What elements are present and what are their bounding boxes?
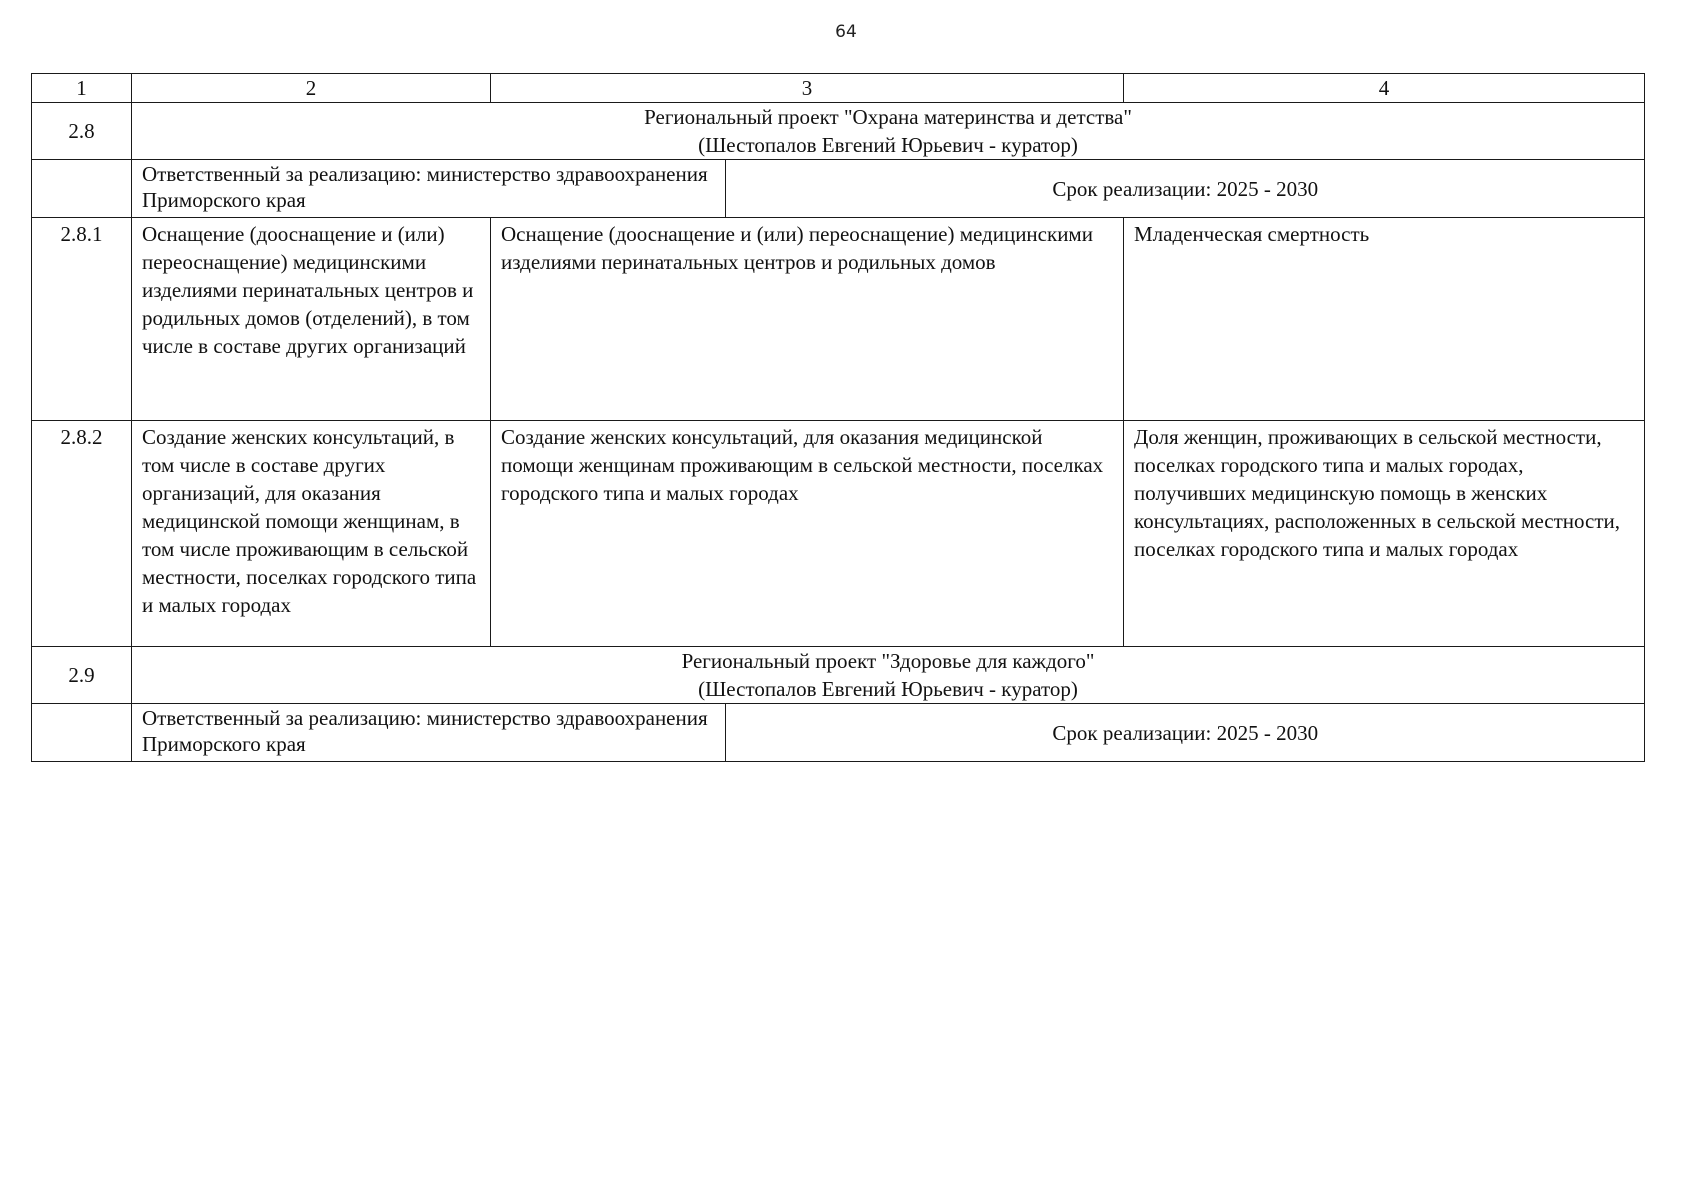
project-curator: (Шестопалов Евгений Юрьевич - куратор) (698, 133, 1078, 157)
project-title-cell (132, 647, 1645, 704)
item-indicator: Младенческая смертность (1124, 218, 1645, 421)
item-number: 2.8.1 (32, 218, 132, 421)
project-curator: (Шестопалов Евгений Юрьевич - куратор) (698, 677, 1078, 701)
column-number-row (32, 74, 1645, 103)
item-result: Создание женских консультаций, для оказания медицинской помощи женщинам проживающим в сельской местности, поселках городского типа и малых городах (491, 421, 1124, 647)
item-row-2-8-2 (32, 421, 1645, 647)
page-number: 64 (835, 22, 857, 42)
term-text: Срок реализации: 2025 - 2030 (1052, 720, 1319, 745)
responsible-text: Ответственный за реализацию: министерство здравоохранения Приморского края (132, 160, 725, 217)
item-row-2-8-1 (32, 218, 1645, 421)
responsible-row-2-9 (32, 704, 1645, 762)
section-number: 2.9 (32, 647, 132, 704)
item-task: Оснащение (дооснащение и (или) переоснащение) медицинскими изделиями перинатальных центров и родильных домов (отделений), в том числе в составе других организаций (132, 218, 491, 421)
responsible-term-cell (132, 704, 1645, 762)
item-number: 2.8.2 (32, 421, 132, 647)
column-header-3: 3 (491, 74, 1124, 103)
responsible-term-split (132, 704, 1645, 761)
column-header-4: 4 (1124, 74, 1645, 103)
column-header-1: 1 (32, 74, 132, 103)
item-result: Оснащение (дооснащение и (или) переоснащение) медицинскими изделиями перинатальных центров и родильных домов (491, 218, 1124, 421)
item-task: Создание женских консультаций, в том числе в составе других организаций, для оказания медицинской помощи женщинам, в том числе проживающим в сельской местности, поселках городского типа и малых городах (132, 421, 491, 647)
empty-number-cell (32, 704, 132, 762)
program-table (31, 73, 1645, 762)
project-title: Региональный проект "Здоровье для каждого" (681, 649, 1095, 673)
section-row-2-8 (32, 103, 1645, 160)
section-row-2-9 (32, 647, 1645, 704)
empty-number-cell (32, 160, 132, 218)
responsible-term-split (132, 160, 1645, 217)
responsible-row-2-8 (32, 160, 1645, 218)
column-header-2: 2 (132, 74, 491, 103)
section-number: 2.8 (32, 103, 132, 160)
term-text: Срок реализации: 2025 - 2030 (1052, 176, 1319, 201)
responsible-term-cell (132, 160, 1645, 218)
responsible-text: Ответственный за реализацию: министерство здравоохранения Приморского края (132, 704, 725, 761)
project-title: Региональный проект "Охрана материнства и детства" (644, 105, 1132, 129)
item-indicator: Доля женщин, проживающих в сельской местности, поселках городского типа и малых городах, получивших медицинскую помощь в женских консультациях, расположенных в сельской местности, поселках городского типа и малых городах (1124, 421, 1645, 647)
project-title-cell (132, 103, 1645, 160)
